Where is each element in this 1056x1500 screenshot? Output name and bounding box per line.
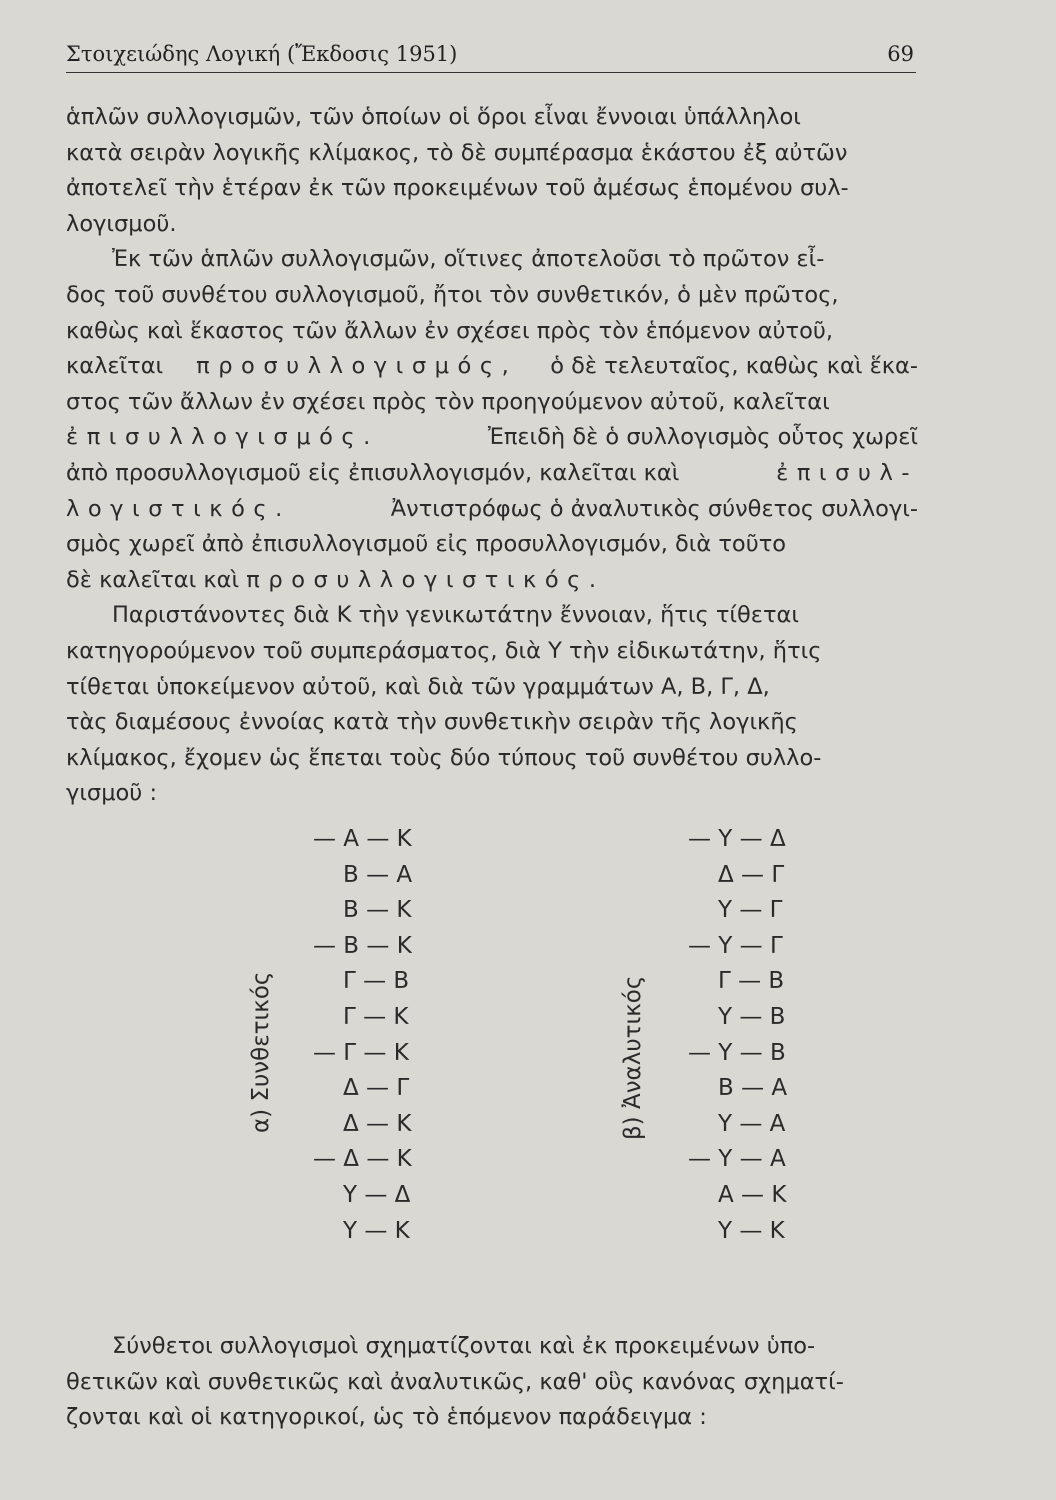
synthetic-scheme [313, 822, 433, 1249]
scheme-row: Γ — Κ [343, 1003, 409, 1030]
closing-paragraph [66, 1329, 918, 1436]
text-line: ζονται καὶ οἱ κατηγορικοί, ὡς τὸ ἑπόμενον παράδειγμα : [66, 1404, 707, 1431]
text-fragment: Ἀντιστρόφως ὁ ἀναλυτικὸς σύνθετος συλλογι- [390, 495, 918, 522]
text-fragment: ἀπὸ προσυλλογισμοῦ εἰς ἐπισυλλογισμόν, καλεῖται καὶ [66, 459, 680, 486]
scheme-row: Υ — Β [718, 1003, 786, 1030]
spaced-term: λογιστικός. [66, 495, 291, 522]
scheme-row: — Β — Κ [313, 932, 412, 959]
synthetic-label: α) Συνθετικός [248, 971, 274, 1133]
text-line: Σύνθετοι συλλογισμοὶ σχηματίζονται καὶ ἐκ προκειμένων ὑπο- [112, 1333, 816, 1359]
scheme-row: Υ — Δ [343, 1181, 411, 1208]
text-line: γισμοῦ : [66, 780, 158, 807]
scheme-row: Υ — Α [718, 1110, 786, 1137]
text-fragment: καλεῖται [66, 353, 164, 380]
text-line: Ἐκ τῶν ἁπλῶν συλλογισμῶν, οἵτινες ἀποτελοῦσι τὸ πρῶτον εἶ- [112, 246, 825, 273]
text-line: κατὰ σειρὰν λογικῆς κλίμακος, τὸ δὲ συμπέρασμα ἑκάστου ἐξ αὐτῶν [66, 139, 848, 166]
text-fragment: δὲ καλεῖται καὶ [66, 566, 240, 593]
scheme-row: Δ — Γ [718, 861, 785, 888]
scheme-row: Γ — Β [718, 968, 785, 995]
scheme-row: Δ — Γ [343, 1075, 410, 1102]
text-line: λογισμοῦ. [66, 210, 177, 237]
spaced-term: ἐπισυλλογισμός. [66, 424, 379, 451]
analytic-label: β) Ἀναλυτικός [620, 975, 646, 1140]
scheme-row: — Δ — Κ [313, 1146, 412, 1173]
syllogism-schemes [0, 822, 1056, 1352]
running-header [66, 38, 916, 73]
scheme-row: Α — Κ [718, 1181, 787, 1208]
scheme-row: Β — Α [343, 861, 413, 888]
scheme-row: Υ — Γ [718, 897, 783, 924]
scheme-row: — Υ — Α [688, 1146, 786, 1173]
scheme-row: Δ — Κ [343, 1110, 412, 1137]
scheme-row: Γ — Β [343, 968, 410, 995]
text-line [66, 456, 918, 492]
text-line: κατηγορούμενον τοῦ συμπεράσματος, διὰ Υ τὴν εἰδικωτάτην, ἥτις [66, 637, 822, 664]
text-line [66, 420, 918, 456]
scheme-row: — Υ — Γ [688, 932, 783, 959]
spaced-term: ἐπισυλ- [776, 459, 918, 486]
scheme-row: — Α — Κ [313, 826, 412, 852]
scheme-row: — Υ — Β [688, 1039, 786, 1066]
spaced-term: προσυλλογισμός, [196, 353, 518, 380]
text-line: καθὼς καὶ ἕκαστος τῶν ἄλλων ἐν σχέσει πρὸς τὸν ἑπόμενον αὐτοῦ, [66, 317, 834, 344]
text-line: δος τοῦ συνθέτου συλλογισμοῦ, ἤτοι τὸν συνθετικόν, ὁ μὲν πρῶτος, [66, 281, 839, 308]
scheme-row: — Υ — Δ [688, 826, 786, 852]
analytic-scheme [688, 822, 808, 1249]
text-line: κλίμακος, ἔχομεν ὡς ἕπεται τοὺς δύο τύπους τοῦ συνθέτου συλλο- [66, 744, 822, 771]
text-fragment: Ἐπειδὴ δὲ ὁ συλλογισμὸς οὗτος χωρεῖ [487, 424, 918, 451]
page-number: 69 [887, 42, 914, 66]
spaced-term: προσυλλογιστικός. [246, 566, 605, 593]
scheme-row: — Γ — Κ [313, 1039, 409, 1066]
text-line: ἀποτελεῖ τὴν ἑτέραν ἐκ τῶν προκειμένων τοῦ ἀμέσως ἑπομένου συλ- [66, 175, 849, 202]
text-line: θετικῶν καὶ συνθετικῶς καὶ ἀναλυτικῶς, καθ' οὓς κανόνας σχηματί- [66, 1368, 844, 1395]
text-line: στος τῶν ἄλλων ἐν σχέσει πρὸς τὸν προηγούμενον αὐτοῦ, καλεῖται [66, 388, 830, 415]
text-line: τὰς διαμέσους ἐννοίας κατὰ τὴν συνθετικὴν σειρὰν τῆς λογικῆς [66, 709, 798, 736]
text-line [66, 349, 918, 385]
body-text [66, 100, 918, 812]
text-line: τίθεται ὑποκείμενον αὐτοῦ, καὶ διὰ τῶν γραμμάτων Α, Β, Γ, Δ, [66, 673, 770, 700]
text-line [66, 492, 918, 528]
scheme-row: Υ — Κ [343, 1217, 410, 1244]
text-line: ἁπλῶν συλλογισμῶν, τῶν ὁποίων οἱ ὅροι εἶναι ἔννοιαι ὑπάλληλοι [66, 104, 801, 130]
text-fragment: ὁ δὲ τελευταῖος, καθὼς καὶ ἕκα- [550, 353, 918, 380]
header-title: Στοιχειώδης Λογική (Ἔκδοσις 1951) [66, 42, 458, 66]
text-line: σμὸς χωρεῖ ἀπὸ ἐπισυλλογισμοῦ εἰς προσυλλογισμόν, διὰ τοῦτο [66, 531, 787, 558]
text-line: Παριστάνοντες διὰ Κ τὴν γενικωτάτην ἔννοιαν, ἥτις τίθεται [112, 602, 799, 629]
text-line [66, 563, 918, 599]
scheme-row: Β — Κ [343, 897, 412, 924]
scheme-row: Υ — Κ [718, 1217, 785, 1244]
scheme-row: Β — Α [718, 1075, 788, 1102]
